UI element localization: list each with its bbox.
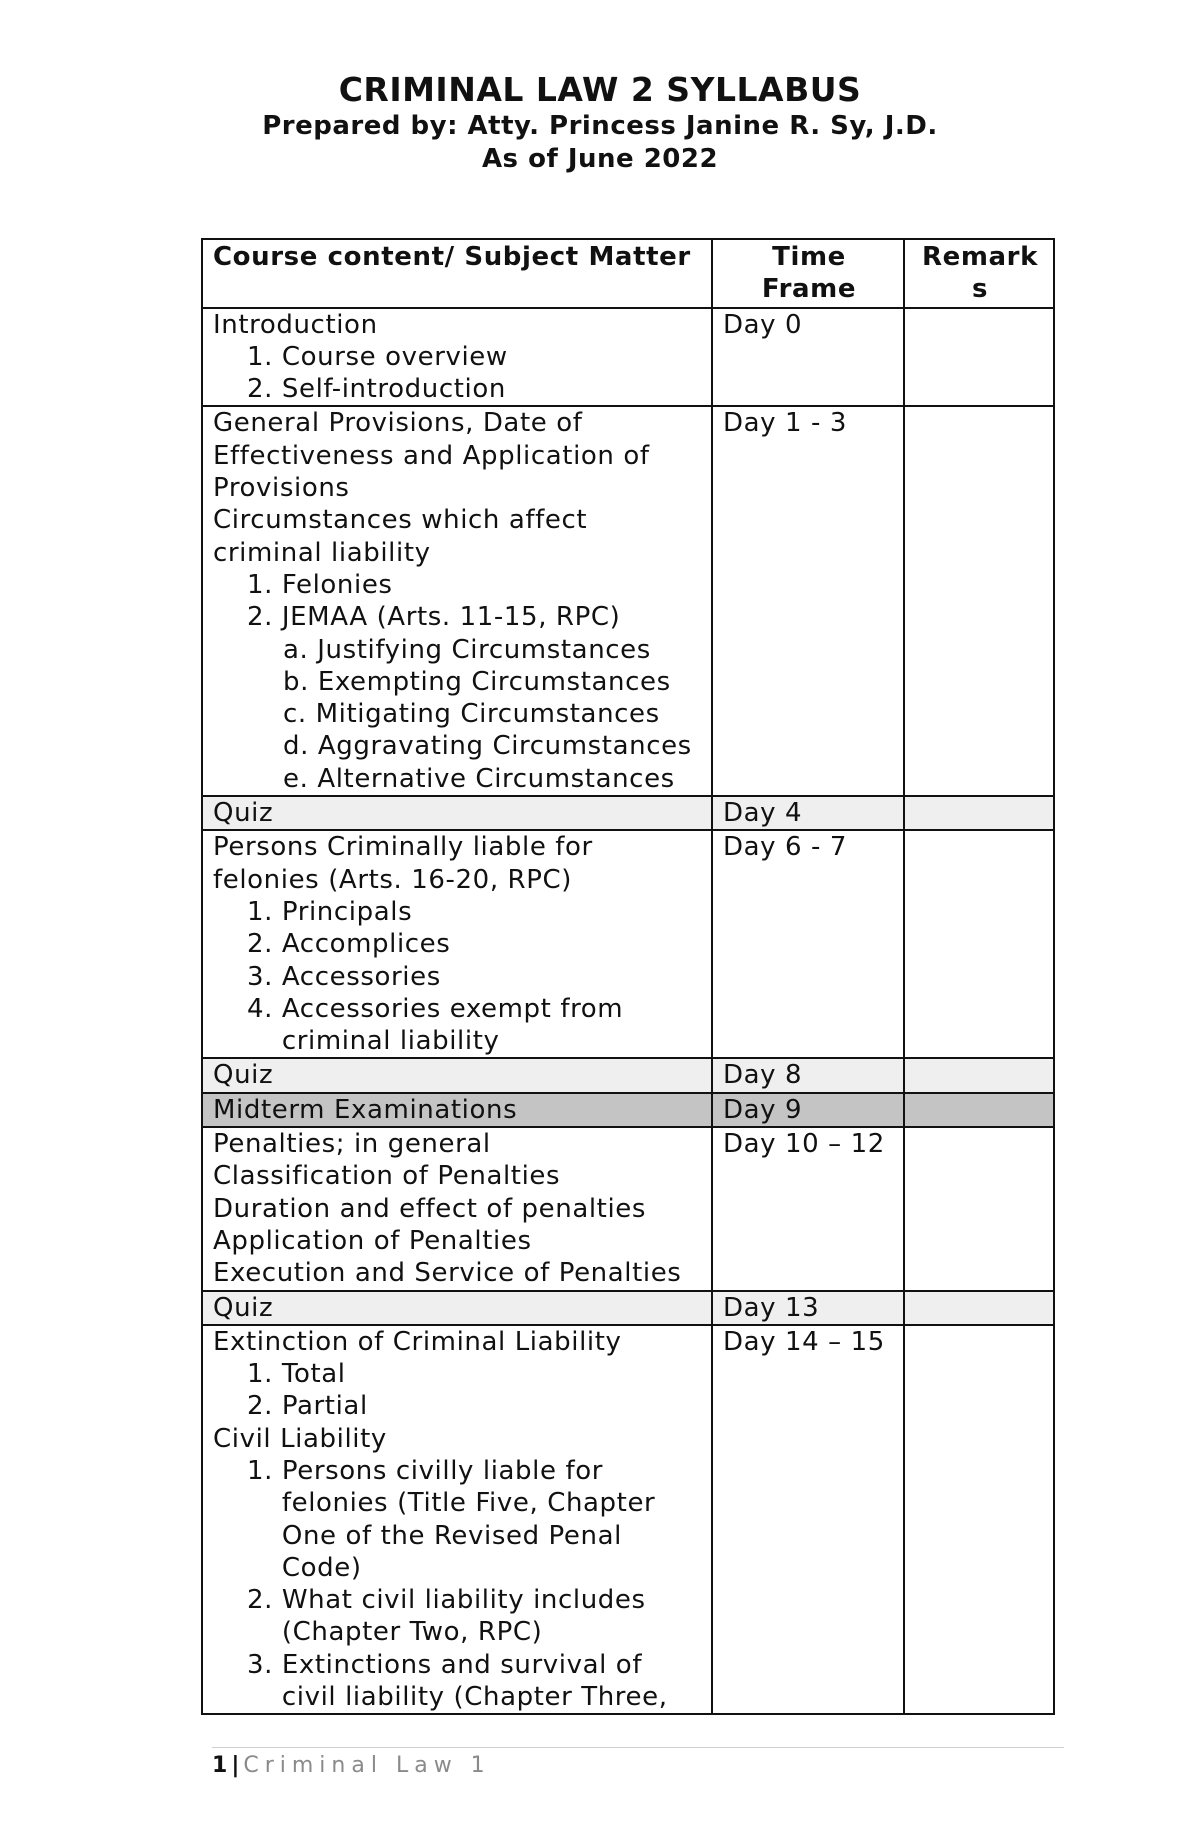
subject-line [213, 407, 703, 504]
table-row [202, 406, 1054, 796]
list-item [213, 1455, 703, 1584]
list-item-text: Self-introduction [281, 374, 506, 405]
list-item-text: Aggravating Circumstances [317, 731, 692, 762]
list-item-text: Accessories [281, 961, 441, 992]
list-marker: 3. [247, 961, 282, 992]
page-footer [212, 1752, 491, 1780]
prepared-by: Prepared by: Atty. Princess Janine R. Sy, J.D. [262, 111, 938, 141]
subject-cell [202, 830, 712, 1058]
subject-text: Application of Penalties [213, 1225, 532, 1256]
subject-line [213, 1257, 703, 1289]
subject-line [213, 1128, 703, 1160]
remarks-cell [904, 1325, 1054, 1715]
list-item [213, 1649, 703, 1714]
list-item-text: Justifying Circumstances [317, 634, 651, 665]
subject-line [213, 1423, 703, 1455]
time-frame-cell: Day 10 – 12 [712, 1127, 904, 1290]
list-marker: 1. [247, 1455, 282, 1486]
table-row [202, 1093, 1054, 1127]
remarks-cell [904, 1058, 1054, 1092]
subject-line [213, 504, 703, 569]
subject-cell: Quiz [202, 1291, 712, 1325]
subject-text: Duration and effect of penalties [213, 1193, 647, 1224]
as-of-date: As of June 2022 [481, 144, 719, 174]
table-row [202, 1325, 1054, 1715]
subject-cell [202, 308, 712, 407]
list-item-text: What civil liability includes (Chapter Two, RPC) [281, 1585, 646, 1648]
column-header-remarks-line1: Remark [921, 242, 1038, 272]
list-item-text: Alternative Circumstances [317, 763, 675, 794]
footer-divider [212, 1747, 1064, 1748]
subject-line [213, 831, 703, 896]
list-marker: b. [283, 666, 318, 697]
syllabus-table [201, 238, 1055, 1715]
time-frame-cell: Day 8 [712, 1058, 904, 1092]
subject-text: Circumstances which affect criminal liability [213, 505, 588, 568]
subject-cell [202, 406, 712, 796]
column-header-time-frame-line2: Frame [761, 274, 857, 305]
time-frame-cell: Day 14 – 15 [712, 1325, 904, 1715]
time-frame-cell: Day 6 - 7 [712, 830, 904, 1058]
remarks-cell [904, 406, 1054, 796]
list-item [213, 1358, 703, 1390]
subject-cell [202, 1127, 712, 1290]
list-item [213, 1390, 703, 1422]
list-marker: 3. [247, 1649, 282, 1680]
table-row [202, 1058, 1054, 1092]
list-item-text: JEMAA (Arts. 11-15, RPC) [281, 602, 621, 633]
list-marker: a. [283, 634, 318, 665]
subject-text: Persons Criminally liable for felonies (Arts. 16-20, RPC) [213, 832, 593, 895]
document-title: CRIMINAL LAW 2 SYLLABUS [338, 70, 862, 109]
remarks-cell [904, 1127, 1054, 1290]
list-marker: d. [283, 731, 318, 762]
sub-list-item [213, 666, 703, 698]
subject-cell: Midterm Examinations [202, 1093, 712, 1127]
time-frame-cell: Day 0 [712, 308, 904, 407]
time-frame-cell: Day 4 [712, 796, 904, 830]
remarks-cell [904, 830, 1054, 1058]
list-item [213, 928, 703, 960]
subject-line [213, 309, 703, 341]
subject-cell: Quiz [202, 1058, 712, 1092]
subject-line [213, 1225, 703, 1257]
list-marker: 1. [247, 896, 282, 927]
list-item-text: Total [281, 1359, 346, 1390]
sub-list-item [213, 634, 703, 666]
subject-text: Extinction of Criminal Liability [213, 1326, 622, 1357]
subject-text: Introduction [213, 309, 378, 340]
list-item [213, 341, 703, 373]
column-header-time-frame-line1: Time [772, 242, 846, 272]
list-item-text: Persons civilly liable for felonies (Title Five, Chapter One of the Revised Penal Code) [281, 1455, 656, 1583]
remarks-cell [904, 796, 1054, 830]
column-header-subject: Course content/ Subject Matter [202, 239, 712, 308]
subject-text: Classification of Penalties [213, 1161, 561, 1192]
list-item-text: Course overview [281, 341, 508, 372]
list-marker: 1. [247, 569, 282, 600]
list-marker: 1. [247, 1359, 282, 1390]
sub-list-item [213, 730, 703, 762]
list-item-text: Accessories exempt from criminal liability [281, 993, 624, 1057]
list-item [213, 896, 703, 928]
table-row [202, 830, 1054, 1058]
subject-text: Civil Liability [213, 1423, 387, 1454]
column-header-time-frame [712, 239, 904, 308]
list-item-text: Mitigating Circumstances [315, 699, 660, 730]
list-item [213, 961, 703, 993]
list-item [213, 993, 703, 1058]
list-marker: 4. [247, 993, 282, 1024]
table-row [202, 1127, 1054, 1290]
list-marker: 2. [247, 1391, 282, 1422]
remarks-cell [904, 1093, 1054, 1127]
list-marker: e. [283, 763, 318, 794]
list-marker: 2. [247, 1585, 282, 1616]
footer-title: Criminal Law 1 [243, 1753, 491, 1778]
list-marker: 2. [247, 374, 282, 405]
list-item-text: Accomplices [281, 929, 451, 960]
subject-line [213, 1193, 703, 1225]
remarks-cell [904, 1291, 1054, 1325]
column-header-remarks-line2: s [971, 274, 989, 305]
subject-line [213, 1160, 703, 1192]
list-marker: 2. [247, 929, 282, 960]
time-frame-cell: Day 1 - 3 [712, 406, 904, 796]
subject-cell [202, 1325, 712, 1715]
subject-text: Penalties; in general [213, 1129, 491, 1160]
list-item-text: Partial [281, 1391, 368, 1422]
subject-cell: Quiz [202, 796, 712, 830]
subject-line [213, 1326, 703, 1358]
table-row [202, 796, 1054, 830]
list-item [213, 569, 703, 601]
list-item-text: Exempting Circumstances [317, 666, 671, 697]
footer-separator: | [231, 1753, 240, 1778]
list-marker: c. [283, 699, 316, 730]
document-header [0, 70, 1200, 176]
list-item-text: Felonies [281, 569, 393, 600]
sub-list-item [213, 698, 703, 730]
remarks-cell [904, 308, 1054, 407]
list-item [213, 1584, 703, 1649]
list-item-text: Principals [281, 896, 413, 927]
list-item [213, 601, 703, 633]
list-item [213, 373, 703, 405]
table-header-row [202, 239, 1054, 308]
subject-text: Execution and Service of Penalties [213, 1258, 682, 1289]
time-frame-cell: Day 13 [712, 1291, 904, 1325]
table-row [202, 308, 1054, 407]
column-header-remarks [904, 239, 1054, 308]
sub-list-item [213, 763, 703, 795]
list-item-text: Extinctions and survival of civil liability (Chapter Three, [281, 1649, 668, 1713]
list-marker: 2. [247, 602, 282, 633]
subject-text: General Provisions, Date of Effectiveness and Application of Provisions [213, 408, 650, 504]
time-frame-cell: Day 9 [712, 1093, 904, 1127]
list-marker: 1. [247, 341, 282, 372]
table-row [202, 1291, 1054, 1325]
page-number: 1 [212, 1753, 228, 1778]
